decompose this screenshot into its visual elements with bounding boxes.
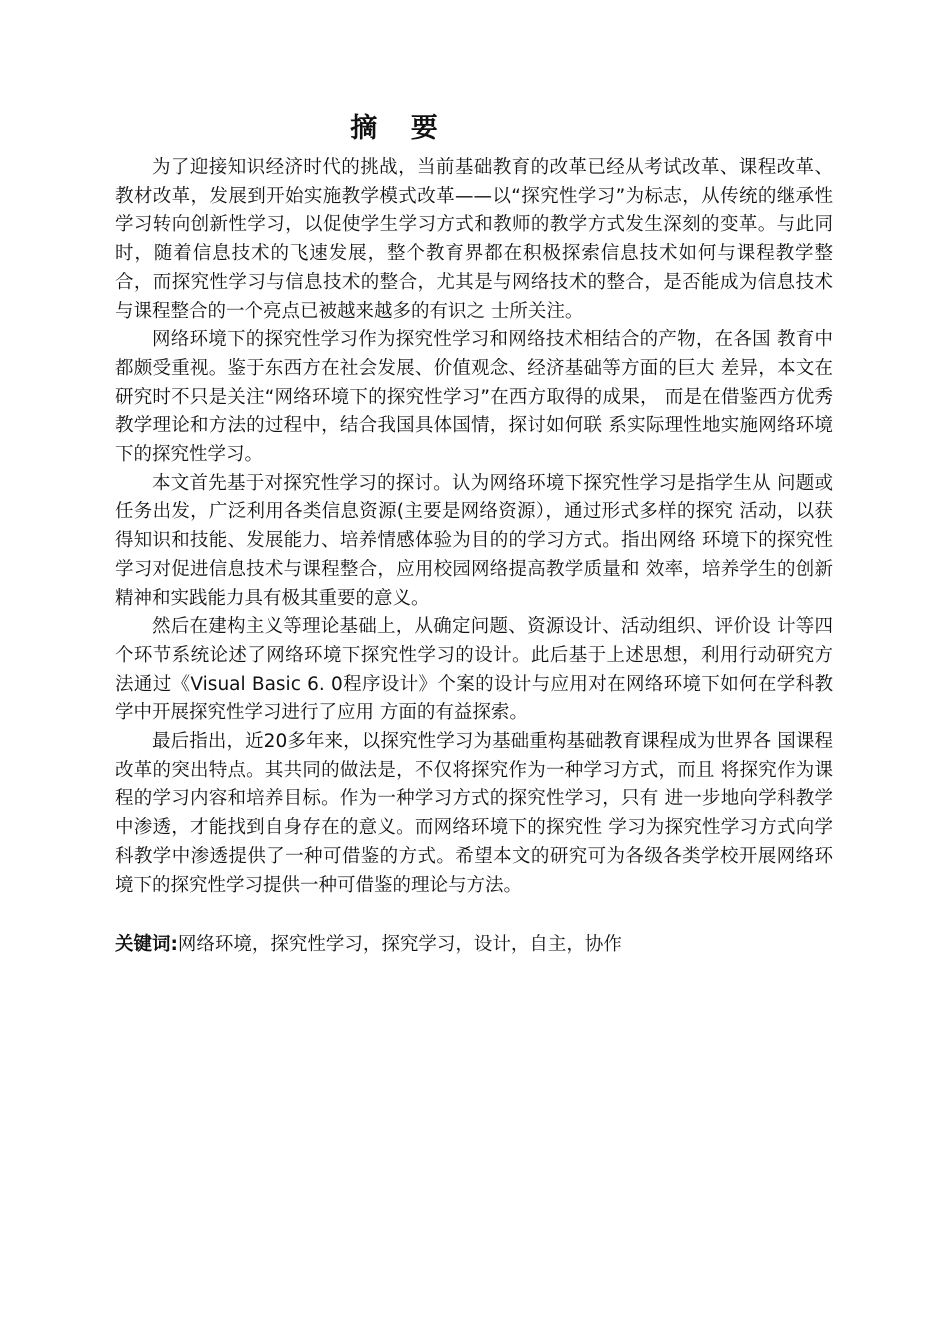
abstract-paragraph-4: 然后在建构主义等理论基础上，从确定问题、资源设计、活动组织、评价设 计等四个环节系统论述了网络环境下探究性学习的设计。此后基于上述思想，利用行动研究方法通过《Visual Basic 6. 0程序设计》个案的设计与应用对在网络环境下如何在学科教学中开展探究性学习进行了应用 方面的有益探索。 [115, 616, 833, 724]
abstract-paragraph-3: 本文首先基于对探究性学习的探讨。认为网络环境下探究性学习是指学生从 问题或任务出发，广泛利用各类信息资源(主要是网络资源），通过形式多样的探究 活动，以获得知识和技能、发展能力、培养情感体验为目的的学习方式。指出网络 环境下的探究性学习对促进信息技术与课程整合，应用校园网络提高教学质量和 效率，培养学生的创新精神和实践能力具有极其重要的意义。 [115, 472, 833, 609]
abstract-paragraph-1: 为了迎接知识经济时代的挑战，当前基础教育的改革已经从考试改革、课程改革、教材改革，发展到开始实施教学模式改革——以“探究性学习”为标志，从传统的继承性学习转向创新性学习，以促使学生学习方式和教师的教学方式发生深刻的变革。与此同时，随着信息技术的飞速发展，整个教育界都在积极探索信息技术如何与课程教学整合，而探究性学习与信息技术的整合，尤其是与网络技术的整合，是否能成为信息技术与课程整合的一个亮点已被越来越多的有识之 士所关注。 [115, 157, 833, 322]
abstract-paragraph-2: 网络环境下的探究性学习作为探究性学习和网络技术相结合的产物，在各国 教育中都颇受重视。鉴于东西方在社会发展、价值观念、经济基础等方面的巨大 差异，本文在研究时不只是关注“网络环境下的探究性学习”在西方取得的成果， 而是在借鉴西方优秀教学理论和方法的过程中，结合我国具体国情，探讨如何联 系实际理性地实施网络环境下的探究性学习。 [115, 329, 833, 466]
abstract-title: 摘 要 [350, 113, 450, 144]
keywords-text: 网络环境，探究性学习，探究学习，设计，自主，协作 [177, 934, 622, 955]
keywords-label: 关键词: [115, 934, 178, 955]
abstract-body [115, 154, 833, 900]
keywords-line [115, 931, 833, 959]
abstract-paragraph-5: 最后指出，近20多年来，以探究性学习为基础重构基础教育课程成为世界各 国课程改革的突出特点。其共同的做法是，不仅将探究作为一种学习方式，而且 将探究作为课程的学习内容和培养目标。作为一种学习方式的探究性学习，只有 进一步地向学科教学中渗透，才能找到自身存在的意义。而网络环境下的探究性 学习为探究性学习方式向学科教学中渗透提供了一种可借鉴的方式。希望本文的研究可为各级各类学校开展网络环境下的探究性学习提供一种可借鉴的理论与方法。 [115, 731, 833, 896]
